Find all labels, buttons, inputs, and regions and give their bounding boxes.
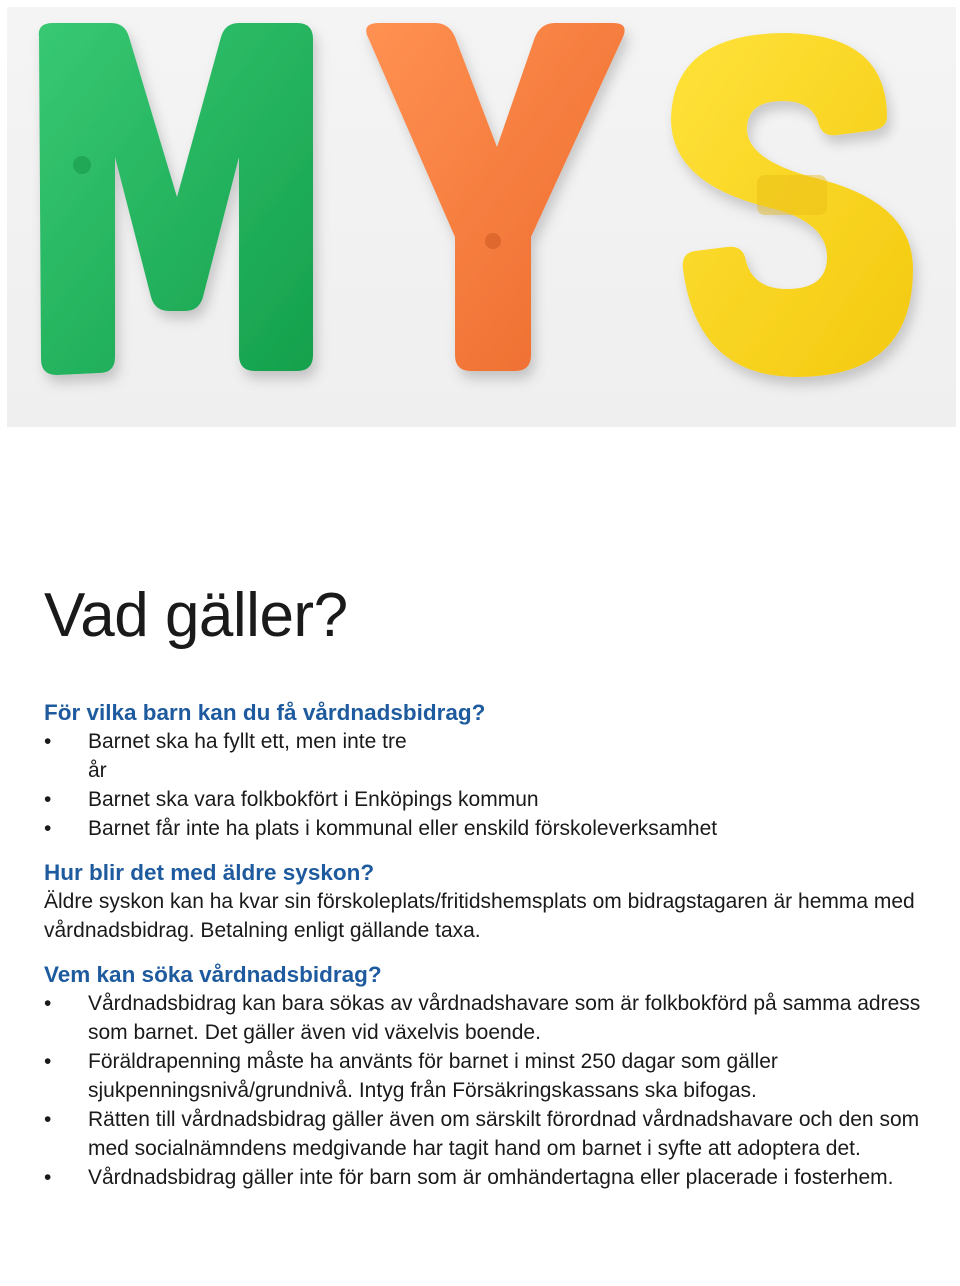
list-item: • Föräldrapenning måste ha använts för barnet i minst 250 dagar som gäller sjukpenningsnivå/grundnivå. Intyg från Försäkringskassans ska bifogas.	[44, 1047, 924, 1105]
list-item: • Vårdnadsbidrag kan bara sökas av vårdnadshavare som är folkbokförd på samma adress som barnet. Det gäller även vid växelvis boende.	[44, 989, 924, 1047]
list-item: • Barnet får inte ha plats i kommunal eller enskild förskoleverksamhet	[44, 814, 924, 843]
section-older-siblings	[44, 858, 924, 945]
letter-y-shape	[366, 23, 624, 371]
section-text: Äldre syskon kan ha kvar sin förskoleplats/fritidshemsplats om bidragstagaren är hemma med vårdnadsbidrag. Betalning enligt gällande taxa.	[44, 890, 915, 942]
section-eligibility	[44, 698, 924, 843]
bullet-list	[44, 989, 924, 1192]
section-heading: För vilka barn kan du få vårdnadsbidrag?	[44, 700, 486, 725]
mys-letters-image	[7, 7, 956, 427]
list-item: • Vårdnadsbidrag gäller inte för barn som är omhändertagna eller placerade i fosterhem.	[44, 1163, 924, 1192]
section-heading: Vem kan söka vårdnadsbidrag?	[44, 962, 382, 987]
main-content	[44, 580, 924, 1192]
bullet-list	[44, 727, 924, 843]
list-item: • Barnet ska ha fyllt ett, men inte tre år	[44, 727, 418, 785]
letter-m-shape	[39, 23, 313, 375]
section-heading: Hur blir det med äldre syskon?	[44, 860, 375, 885]
page-title: Vad gäller?	[44, 581, 348, 650]
list-item: • Barnet ska vara folkbokfört i Enköpings kommun	[44, 785, 924, 814]
section-who-can-apply	[44, 960, 924, 1192]
hero-photo	[7, 7, 956, 427]
list-item: • Rätten till vårdnadsbidrag gäller även om särskilt förordnad vårdnadshavare och den som med socialnämndens medgivande har tagit hand om barnet i syfte att adoptera det.	[44, 1105, 924, 1163]
